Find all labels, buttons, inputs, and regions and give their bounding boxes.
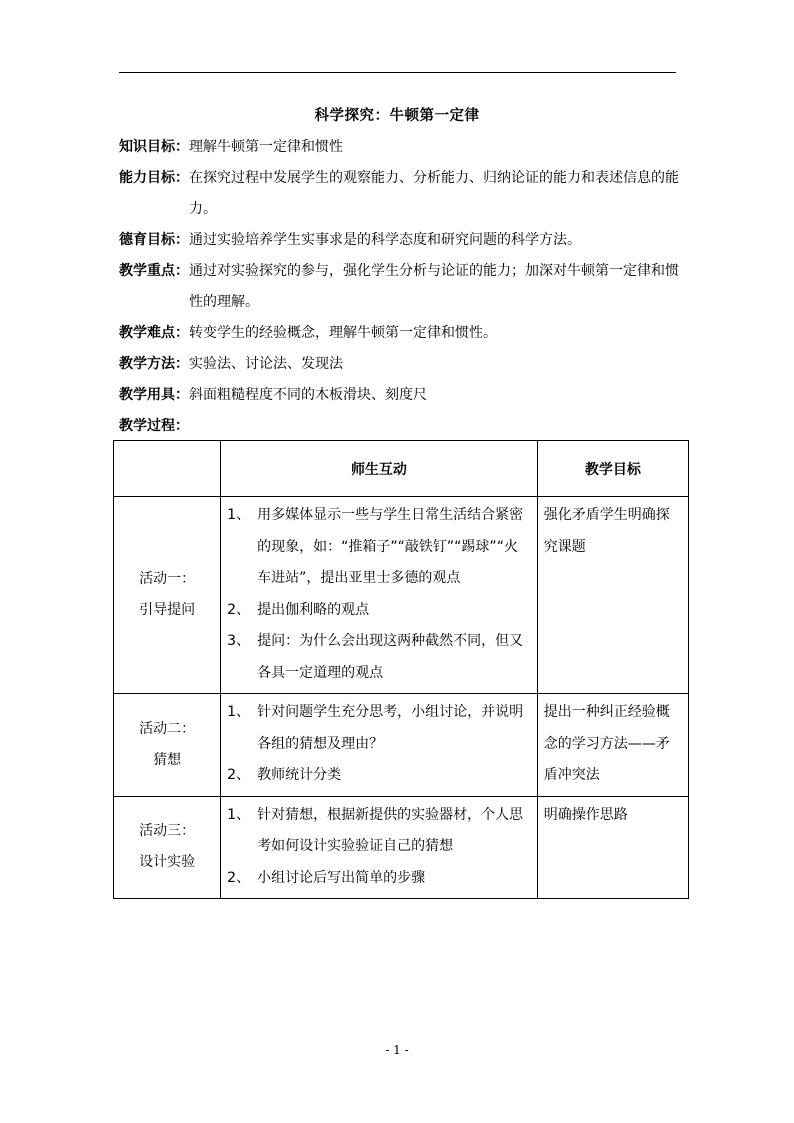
info-label: 教学用具： bbox=[119, 387, 189, 403]
page-number: - 1 - bbox=[385, 1043, 409, 1057]
lesson-process-table bbox=[113, 440, 689, 899]
step-item bbox=[227, 800, 531, 863]
header-activity bbox=[114, 441, 221, 497]
info-ability-goal bbox=[119, 163, 689, 225]
process-label: 教学过程： bbox=[119, 418, 189, 434]
info-value: 在探究过程中发展学生的观察能力、分析能力、归纳论证的能力和表述信息的能力。 bbox=[189, 170, 679, 217]
activity-name: 引导提问 bbox=[139, 602, 196, 618]
activity-number: 活动一： bbox=[139, 571, 196, 587]
step-item bbox=[227, 697, 531, 760]
interaction-cell bbox=[221, 796, 538, 899]
info-method bbox=[119, 349, 689, 380]
info-value: 实验法、讨论法、发现法 bbox=[189, 356, 343, 372]
interaction-cell bbox=[221, 694, 538, 797]
info-value: 理解牛顿第一定律和惯性 bbox=[189, 139, 343, 155]
info-label: 教学方法： bbox=[119, 356, 189, 372]
activity-number: 活动二： bbox=[139, 720, 196, 737]
info-value: 斜面粗糙程度不同的木板滑块、刻度尺 bbox=[189, 387, 427, 403]
activity-name: 设计实验 bbox=[139, 854, 196, 871]
step-item bbox=[227, 595, 531, 627]
step-item bbox=[227, 626, 531, 689]
step-text: 针对问题学生充分思考，小组讨论，并说明各组的猜想及理由？ bbox=[257, 704, 524, 752]
header-interaction: 师生互动 bbox=[221, 441, 538, 497]
goal-cell: 提出一种纠正经验概念的学习方法——矛盾冲突法 bbox=[537, 694, 688, 797]
activity-number: 活动三： bbox=[139, 823, 196, 840]
document-title: 科学探究：牛顿第一定律 bbox=[314, 108, 480, 124]
info-value: 转变学生的经验概念，理解牛顿第一定律和惯性。 bbox=[189, 325, 497, 341]
step-number: 2、 bbox=[227, 767, 251, 783]
header-goal: 教学目标 bbox=[537, 441, 688, 497]
info-label: 教学重点： bbox=[119, 263, 189, 279]
table-row bbox=[114, 796, 689, 899]
goal-cell: 明确操作思路 bbox=[537, 796, 688, 899]
activity-name: 猜想 bbox=[153, 751, 182, 768]
activity-cell bbox=[114, 796, 221, 899]
info-value: 通过对实验探究的参与，强化学生分析与论证的能力；加深对牛顿第一定律和惯性的理解。 bbox=[189, 263, 679, 310]
step-number: 1、 bbox=[227, 704, 251, 720]
step-text: 针对猜想，根据新提供的实验器材，个人思考如何设计实验验证自己的猜想 bbox=[257, 806, 524, 854]
info-value: 通过实验培养学生实事求是的科学态度和研究问题的科学方法。 bbox=[189, 232, 581, 248]
table-row bbox=[114, 497, 689, 694]
info-knowledge-goal bbox=[119, 132, 689, 163]
step-item bbox=[227, 863, 531, 895]
info-label: 德育目标： bbox=[119, 232, 189, 248]
lesson-info bbox=[119, 132, 689, 442]
step-text: 提出伽利略的观点 bbox=[257, 601, 370, 618]
interaction-cell bbox=[221, 497, 538, 694]
activity-cell bbox=[114, 497, 221, 694]
table-header-row bbox=[114, 441, 689, 497]
step-item bbox=[227, 500, 531, 595]
info-key-point bbox=[119, 256, 689, 318]
step-text: 提问：为什么会出现这两种截然不同，但又各具一定道理的观点 bbox=[257, 633, 524, 681]
step-text: 用多媒体显示一些与学生日常生活结合紧密的现象，如：“推箱子”“敲铁钉”“踢球”“火车进站”，提出亚里士多德的观点 bbox=[257, 507, 524, 586]
step-number: 1、 bbox=[227, 806, 251, 823]
step-text: 教师统计分类 bbox=[257, 767, 342, 783]
header-rule bbox=[119, 72, 676, 73]
step-number: 2、 bbox=[227, 601, 251, 618]
info-tools bbox=[119, 380, 689, 411]
info-difficulty bbox=[119, 318, 689, 349]
info-moral-goal bbox=[119, 225, 689, 256]
info-label: 能力目标： bbox=[119, 170, 189, 186]
step-text: 小组讨论后写出简单的步骤 bbox=[257, 869, 426, 886]
table-row bbox=[114, 694, 689, 797]
activity-cell bbox=[114, 694, 221, 797]
step-number: 1、 bbox=[227, 507, 251, 523]
info-label: 教学难点： bbox=[119, 325, 189, 341]
info-label: 知识目标： bbox=[119, 139, 189, 155]
step-number: 3、 bbox=[227, 633, 251, 649]
step-number: 2、 bbox=[227, 869, 251, 886]
step-item bbox=[227, 760, 531, 792]
goal-cell: 强化矛盾学生明确探究课题 bbox=[537, 497, 688, 694]
